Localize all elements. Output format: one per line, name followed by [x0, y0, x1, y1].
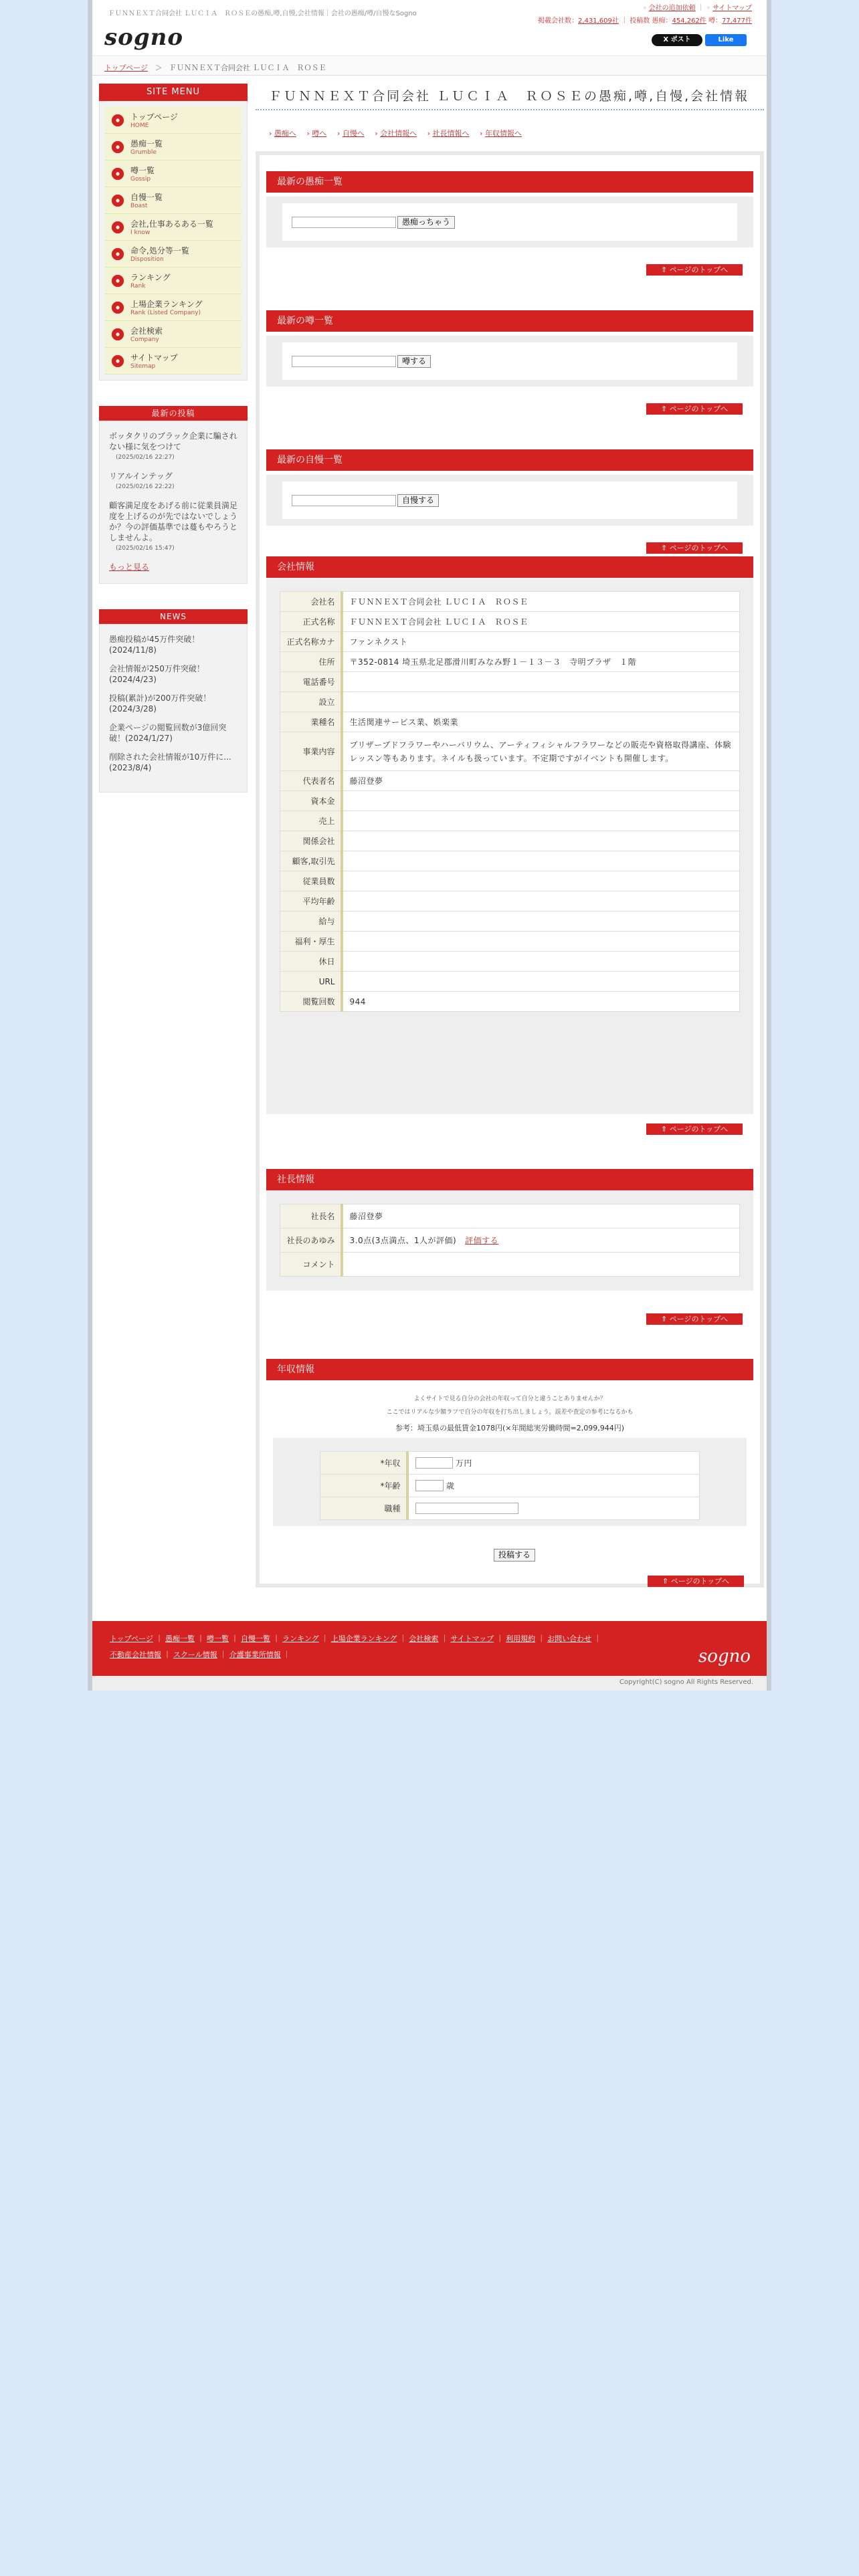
company-field-label: 顧客,取引先 [280, 851, 342, 871]
page-top-button[interactable]: ⇑ ページのトップへ [646, 264, 743, 276]
latest-posts [99, 421, 248, 584]
company-field-value [342, 692, 740, 712]
site-logo[interactable]: sogno [104, 24, 183, 51]
add-company-link[interactable]: 会社の追加依頼 [648, 5, 696, 12]
page-top-button[interactable]: ⇑ ページのトップへ [646, 542, 743, 554]
rumor-submit-button[interactable]: 噂する [397, 355, 431, 368]
more-posts-link[interactable]: もっと見る [109, 562, 150, 572]
table-row [280, 732, 740, 771]
company-field-label: 業種名 [280, 712, 342, 732]
table-row [280, 791, 740, 811]
company-field-value [342, 811, 740, 831]
page-wrapper [88, 0, 771, 1691]
table-row [280, 992, 740, 1012]
company-field-label: 平均年齢 [280, 891, 342, 911]
company-field-value: 〒352-0814 埼玉県北足郡滑川町みなみ野１－１３－３ 寺明プラザ １階 [342, 652, 740, 672]
footer-link[interactable]: 利用規約 [506, 1634, 536, 1643]
rate-president-link[interactable]: 評価する [465, 1235, 499, 1245]
sidebar-item-iknow[interactable]: 会社,仕事あるある一覧 I know [105, 214, 242, 241]
news-title: NEWS [99, 609, 248, 624]
company-field-value [342, 672, 740, 692]
footer-link[interactable]: スクール情報 [173, 1650, 217, 1659]
top-links: ◦ 会社の追加依頼 ｜ ◦ サイトマップ [642, 5, 752, 12]
income-form [273, 1438, 747, 1526]
company-field-label: 設立 [280, 692, 342, 712]
table-row: 社長名 藤沼登夢 [280, 1204, 740, 1228]
page-top-button[interactable]: ⇑ ページのトップへ [646, 1123, 743, 1135]
company-field-label: 事業内容 [280, 732, 342, 771]
company-field-label: 閲覧回数 [280, 992, 342, 1012]
income-notes: よくサイトで見る自分の会社の年収って自分と違うことありませんか？ ここではリアルな少額ラフで自分の年収を打ち出しましょう。誤差や査定の参考になるかも 参考：埼玉県の最低賃金1078円(×年間総実労働時間=2,099,944円) [386, 1396, 634, 1432]
sidebar-item-rank[interactable]: ランキング Rank [105, 267, 242, 294]
footer-link[interactable]: 介護事業所情報 [229, 1650, 281, 1659]
breadcrumb-home[interactable]: トップページ [104, 64, 149, 72]
company-field-value: 944 [342, 992, 740, 1012]
table-row: *年齢 歳 [320, 1475, 700, 1497]
company-field-value [342, 791, 740, 811]
sidebar-item-grumble[interactable]: 愚痴一覧 Grumble [105, 134, 242, 160]
job-type-field[interactable] [415, 1503, 518, 1514]
sidebar-item-disposition[interactable]: 命令,処分等一覧 Disposition [105, 241, 242, 267]
table-row [280, 692, 740, 712]
gripe-section-title: 最新の愚痴一覧 [266, 171, 753, 193]
rumor-input[interactable] [292, 356, 396, 367]
boast-section-title: 最新の自慢一覧 [266, 449, 753, 471]
page-title: ＦＵＮＮＥＸＴ合同会社 ＬＵＣＩＡ ＲＯＳＥの愚痴,噂,自慢,会社情報 [256, 76, 764, 110]
company-table [280, 591, 740, 1012]
company-field-value: 藤沼登夢 [342, 771, 740, 791]
list-item[interactable]: 愚痴投稿が45万件突破！(2024/11/8) [109, 635, 200, 655]
site-slogan: ＦＵＮＮＥＸＴ合同会社 ＬＵＣＩＡ ＲＯＳＥの愚痴,噂,自慢,会社情報｜会社の愚痴/噂/自慢なSogno [108, 10, 417, 17]
company-field-value [342, 871, 740, 891]
table-row [280, 932, 740, 952]
gripe-submit-button[interactable]: 愚痴っちゃう [397, 216, 455, 229]
company-info [266, 578, 753, 1114]
company-field-label: 正式名称カナ [280, 632, 342, 652]
flower-icon [112, 141, 124, 153]
flower-icon [112, 195, 124, 207]
flower-icon [112, 328, 124, 340]
company-field-value: プリザーブドフラワーやハーバリウム、アーティフィシャルフラワーなどの販売や資格取得講座、体験レッスン等もあります。ネイルも扱っています。不定期ですがイベントも開催します。 [342, 732, 740, 771]
company-field-label: 売上 [280, 811, 342, 831]
nav-gripe[interactable]: 愚痴へ [274, 129, 296, 138]
company-field-label: 代表者名 [280, 771, 342, 791]
list-item[interactable]: リアルインテッグ (2025/02/16 22:22) [109, 471, 175, 490]
table-row [280, 952, 740, 972]
footer-link[interactable]: 噂一覧 [207, 1634, 229, 1643]
flower-icon [112, 302, 124, 314]
company-field-label: 正式名称 [280, 612, 342, 632]
company-field-value: 生活関連サービス業、娯楽業 [342, 712, 740, 732]
company-field-value [342, 932, 740, 952]
table-row [280, 672, 740, 692]
company-field-label: 休日 [280, 952, 342, 972]
company-field-value [342, 891, 740, 911]
nav-boast[interactable]: 自慢へ [342, 129, 365, 138]
footer-link[interactable]: 自慢一覧 [241, 1634, 271, 1643]
company-field-label: 会社名 [280, 592, 342, 612]
table-row [280, 972, 740, 992]
site-stats: 掲載会社数：2,431,609社 ｜ 投稿数 愚痴：454,262件 噂：77,477件 [538, 17, 752, 25]
section-nav: › 愚痴へ › 噂へ › 自慢へ › 会社情報へ › 社長情報へ › 年収情報へ [269, 129, 522, 138]
company-field-value [342, 952, 740, 972]
table-row [280, 632, 740, 652]
content-panel [256, 151, 764, 1588]
list-item[interactable]: ボッタクリのブラック企業に騙されない様に気をつけて (2025/02/16 22:27) [109, 431, 237, 461]
company-field-label: 資本金 [280, 791, 342, 811]
list-item[interactable]: 削除された会社情報が10万件に... (2023/8/4) [109, 752, 231, 772]
income-section-title: 年収情報 [266, 1359, 753, 1380]
news-list [99, 624, 248, 792]
latest-posts-title: 最新の投稿 [99, 406, 248, 421]
table-row: 職種 [320, 1497, 700, 1520]
footer-link[interactable]: 愚痴一覧 [165, 1634, 195, 1643]
footer-link[interactable]: 上場企業ランキング [330, 1634, 397, 1643]
gripe-input[interactable] [292, 217, 396, 228]
footer-link[interactable]: トップページ [110, 1634, 154, 1643]
footer-links-secondary: 不動産会社情報 ｜ スクール情報 ｜ 介護事業所情報 ｜ [110, 1650, 291, 1659]
sidebar-item-rank-listed[interactable]: 上場企業ランキング Rank (Listed Company) [105, 294, 242, 321]
table-row: 社長のあゆみ 3.0点(3点満点、1人が評価) 評価する [280, 1228, 740, 1253]
sidebar-item-company[interactable]: 会社検索 Company [105, 321, 242, 348]
company-field-value [342, 911, 740, 932]
flower-icon [112, 248, 124, 260]
age-field[interactable] [415, 1480, 444, 1491]
page-top-button[interactable]: ⇑ ページのトップへ [646, 1313, 743, 1325]
company-field-label: 従業員数 [280, 871, 342, 891]
company-field-label: 電話番号 [280, 672, 342, 692]
list-item[interactable]: 企業ページの閲覧回数が3億回突破！(2024/1/27) [109, 723, 227, 743]
table-row [280, 612, 740, 632]
breadcrumb-current: ＦＵＮＮＥＸＴ合同会社 ＬＵＣＩＡ ＲＯＳＥ [169, 64, 326, 72]
sidebar-item-sitemap[interactable]: サイトマップ Sitemap [105, 348, 242, 374]
rumor-section-title: 最新の噂一覧 [266, 310, 753, 332]
company-field-label: 関係会社 [280, 831, 342, 851]
company-field-label: 住所 [280, 652, 342, 672]
sidebar-item-home[interactable]: トップページ HOME [105, 107, 242, 134]
table-row [280, 891, 740, 911]
gripe-count[interactable]: 454,262件 [672, 17, 706, 25]
company-field-label: URL [280, 972, 342, 992]
flower-icon [112, 221, 124, 233]
flower-icon [112, 114, 124, 126]
boast-form [266, 475, 753, 526]
list-item[interactable]: 会社情報が250万件突破！(2024/4/23) [109, 664, 205, 684]
page-top-button[interactable]: ⇑ ページのトップへ [648, 1576, 744, 1587]
footer-logo[interactable]: sogno [698, 1646, 751, 1667]
nav-rumor[interactable]: 噂へ [312, 129, 327, 138]
companies-count[interactable]: 2,431,609社 [578, 17, 619, 25]
table-row [280, 871, 740, 891]
header [92, 0, 767, 56]
nav-company[interactable]: 会社情報へ [380, 129, 417, 138]
nav-income[interactable]: 年収情報へ [484, 129, 522, 138]
page-top-button[interactable]: ⇑ ページのトップへ [646, 403, 743, 415]
table-row: コメント [280, 1253, 740, 1277]
boast-input[interactable] [292, 495, 396, 506]
company-section-title: 会社情報 [266, 556, 753, 578]
flower-icon [112, 275, 124, 287]
site-menu-title: SITE MENU [99, 84, 248, 101]
company-field-value [342, 851, 740, 871]
company-field-value [342, 972, 740, 992]
company-field-value: ファンネクスト [342, 632, 740, 652]
table-row [280, 652, 740, 672]
president-section-title: 社長情報 [266, 1169, 753, 1190]
table-row [280, 712, 740, 732]
rumor-count[interactable]: 77,477件 [722, 17, 752, 25]
share-buttons [652, 34, 747, 46]
income-field[interactable] [415, 1457, 453, 1469]
company-field-label: 給与 [280, 911, 342, 932]
footer-link[interactable]: 不動産会社情報 [110, 1650, 161, 1659]
table-row [280, 831, 740, 851]
sidebar-item-gossip[interactable]: 噂一覧 Gossip [105, 160, 242, 187]
flower-icon [112, 168, 124, 180]
nav-president[interactable]: 社長情報へ [432, 129, 470, 138]
boast-submit-button[interactable]: 自慢する [397, 494, 439, 507]
footer [92, 1621, 767, 1676]
list-item[interactable]: 投稿(累計)が200万件突破！(2024/3/28) [109, 693, 211, 714]
president-table [280, 1204, 740, 1277]
footer-link[interactable]: サイトマップ [450, 1634, 494, 1643]
facebook-like-button[interactable]: Like [705, 34, 747, 46]
flower-icon [112, 355, 124, 367]
rumor-form [266, 336, 753, 387]
x-post-button[interactable]: X ポスト [652, 34, 702, 46]
company-field-value: ＦＵＮＮＥＸＴ合同会社 ＬＵＣＩＡ ＲＯＳＥ [342, 592, 740, 612]
breadcrumb [92, 56, 767, 76]
footer-link[interactable]: 会社検索 [409, 1634, 439, 1643]
table-row [280, 592, 740, 612]
income-submit-button[interactable]: 投稿する [494, 1549, 535, 1562]
table-row: *年収 万円 [320, 1452, 700, 1475]
president-info [266, 1190, 753, 1291]
main-content [256, 76, 764, 1586]
sitemap-link[interactable]: サイトマップ [712, 5, 752, 12]
gripe-form [266, 197, 753, 247]
sidebar-item-boast[interactable]: 自慢一覧 Boast [105, 187, 242, 214]
footer-link[interactable]: ランキング [282, 1634, 319, 1643]
company-field-value: ＦＵＮＮＥＸＴ合同会社 ＬＵＣＩＡ ＲＯＳＥ [342, 612, 740, 632]
footer-link[interactable]: お問い合わせ [547, 1634, 592, 1643]
copyright: Copyright(C) sogno All Rights Reserved. [92, 1676, 767, 1691]
table-row [280, 811, 740, 831]
breadcrumb-separator: ＞ [150, 64, 167, 72]
company-field-value [342, 831, 740, 851]
list-item[interactable]: 顧客満足度をあげる前に従業員満足度を上げるのが先ではないでしょうか？今の評価基準では蔓もやろうとしませんよ。 (2025/02/16 15:47) [109, 501, 238, 552]
footer-links: トップページ ｜ 愚痴一覧 ｜ 噂一覧 ｜ 自慢一覧 ｜ ランキング ｜ 上場企業ランキング ｜ 会社検索 ｜ サイトマップ ｜ 利用規約 ｜ お問い合わせ ｜ [110, 1634, 601, 1643]
table-row [280, 851, 740, 871]
site-menu [99, 101, 248, 381]
table-row [280, 771, 740, 791]
company-field-label: 福利・厚生 [280, 932, 342, 952]
sidebar [99, 84, 248, 792]
income-table [320, 1451, 700, 1520]
table-row [280, 911, 740, 932]
